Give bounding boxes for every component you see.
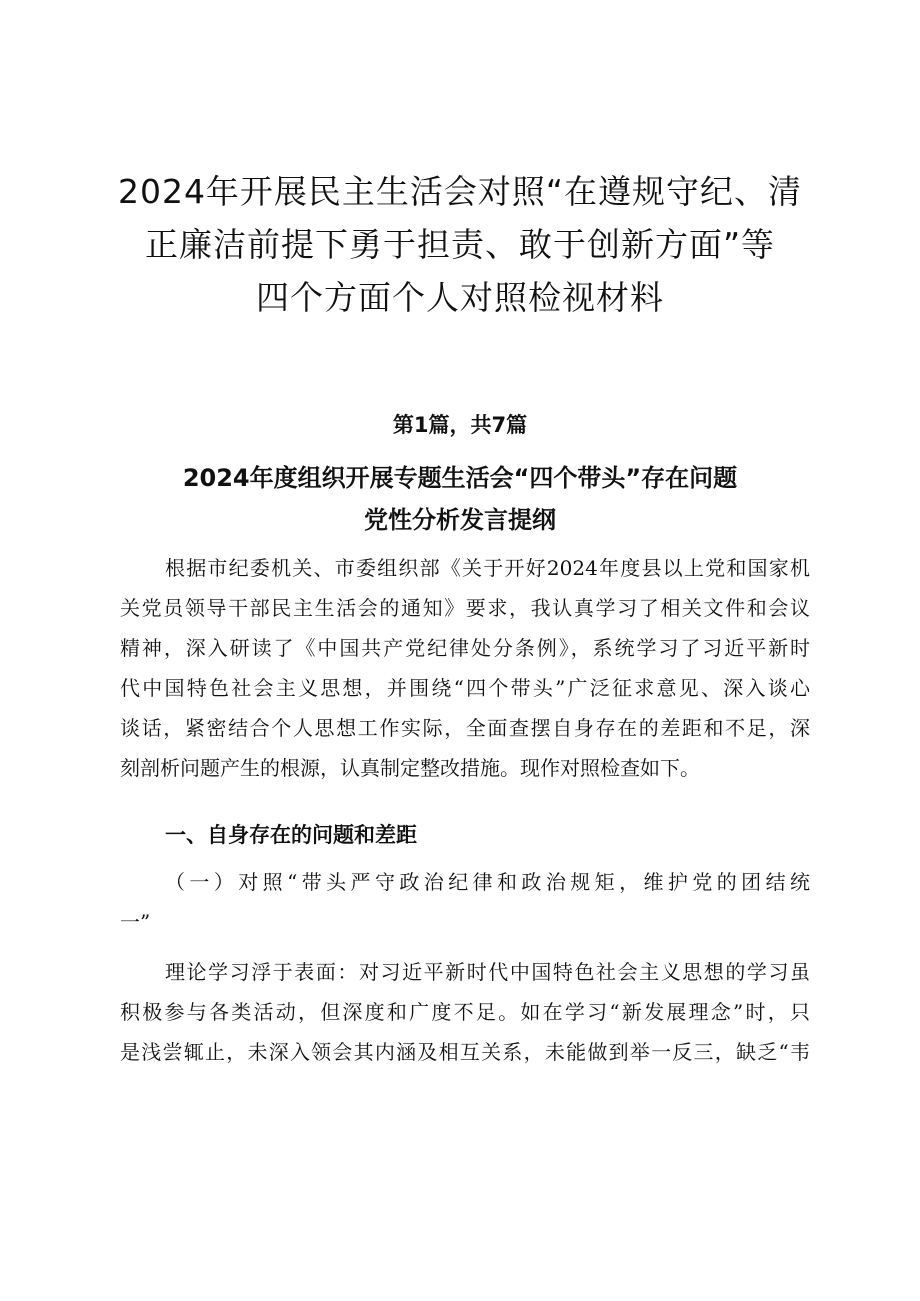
- document-title: [110, 165, 810, 324]
- title-line-3: 四个方面个人对照检视材料: [256, 278, 664, 317]
- sub-heading-line-2: 一”: [120, 910, 151, 934]
- subtitle-line-2: 党性分析发言提纲: [364, 506, 556, 534]
- subtitle-line-1: 2024年度组织开展专题生活会“四个带头”存在问题: [182, 464, 738, 492]
- body-line-1: 理论学习浮于表面：对习近平新时代中国特色社会主义思想的学习虽: [165, 960, 810, 984]
- part-label: 第1篇，共7篇: [392, 413, 528, 437]
- intro-line-6: 刻剖析问题产生的根源，认真制定整改措施。现作对照检查如下。: [120, 756, 700, 780]
- body-paragraph: [120, 952, 810, 1072]
- intro-paragraph: [120, 548, 810, 788]
- sub-heading: [120, 862, 810, 942]
- intro-line-1: 根据市纪委机关、市委组织部《关于开好2024年度县以上党和国家机: [165, 556, 810, 580]
- intro-line-2: 关党员领导干部民主生活会的通知》要求，我认真学习了相关文件和会议: [120, 596, 810, 620]
- subtitle: [100, 457, 820, 541]
- body-line-2: 积极参与各类活动，但深度和广度不足。如在学习“新发展理念”时，只: [120, 1000, 810, 1024]
- title-line-1: 2024年开展民主生活会对照“在遵规守纪、清: [117, 172, 803, 211]
- intro-line-3: 精神，深入研读了《中国共产党纪律处分条例》，系统学习了习近平新时: [120, 636, 810, 660]
- section-heading: 一、自身存在的问题和差距: [165, 823, 417, 847]
- intro-line-5: 谈话，紧密结合个人思想工作实际，全面查摆自身存在的差距和不足，深: [120, 716, 810, 740]
- body-line-3: 是浅尝辄止，未深入领会其内涵及相互关系，未能做到举一反三，缺乏“韦: [120, 1040, 810, 1064]
- title-line-2: 正廉洁前提下勇于担责、敢于创新方面”等: [144, 225, 776, 264]
- intro-line-4: 代中国特色社会主义思想，并围绕“四个带头”广泛征求意见、深入谈心: [120, 676, 810, 700]
- sub-heading-line-1: （一）对照“带头严守政治纪律和政治规矩，维护党的团结统: [165, 870, 810, 894]
